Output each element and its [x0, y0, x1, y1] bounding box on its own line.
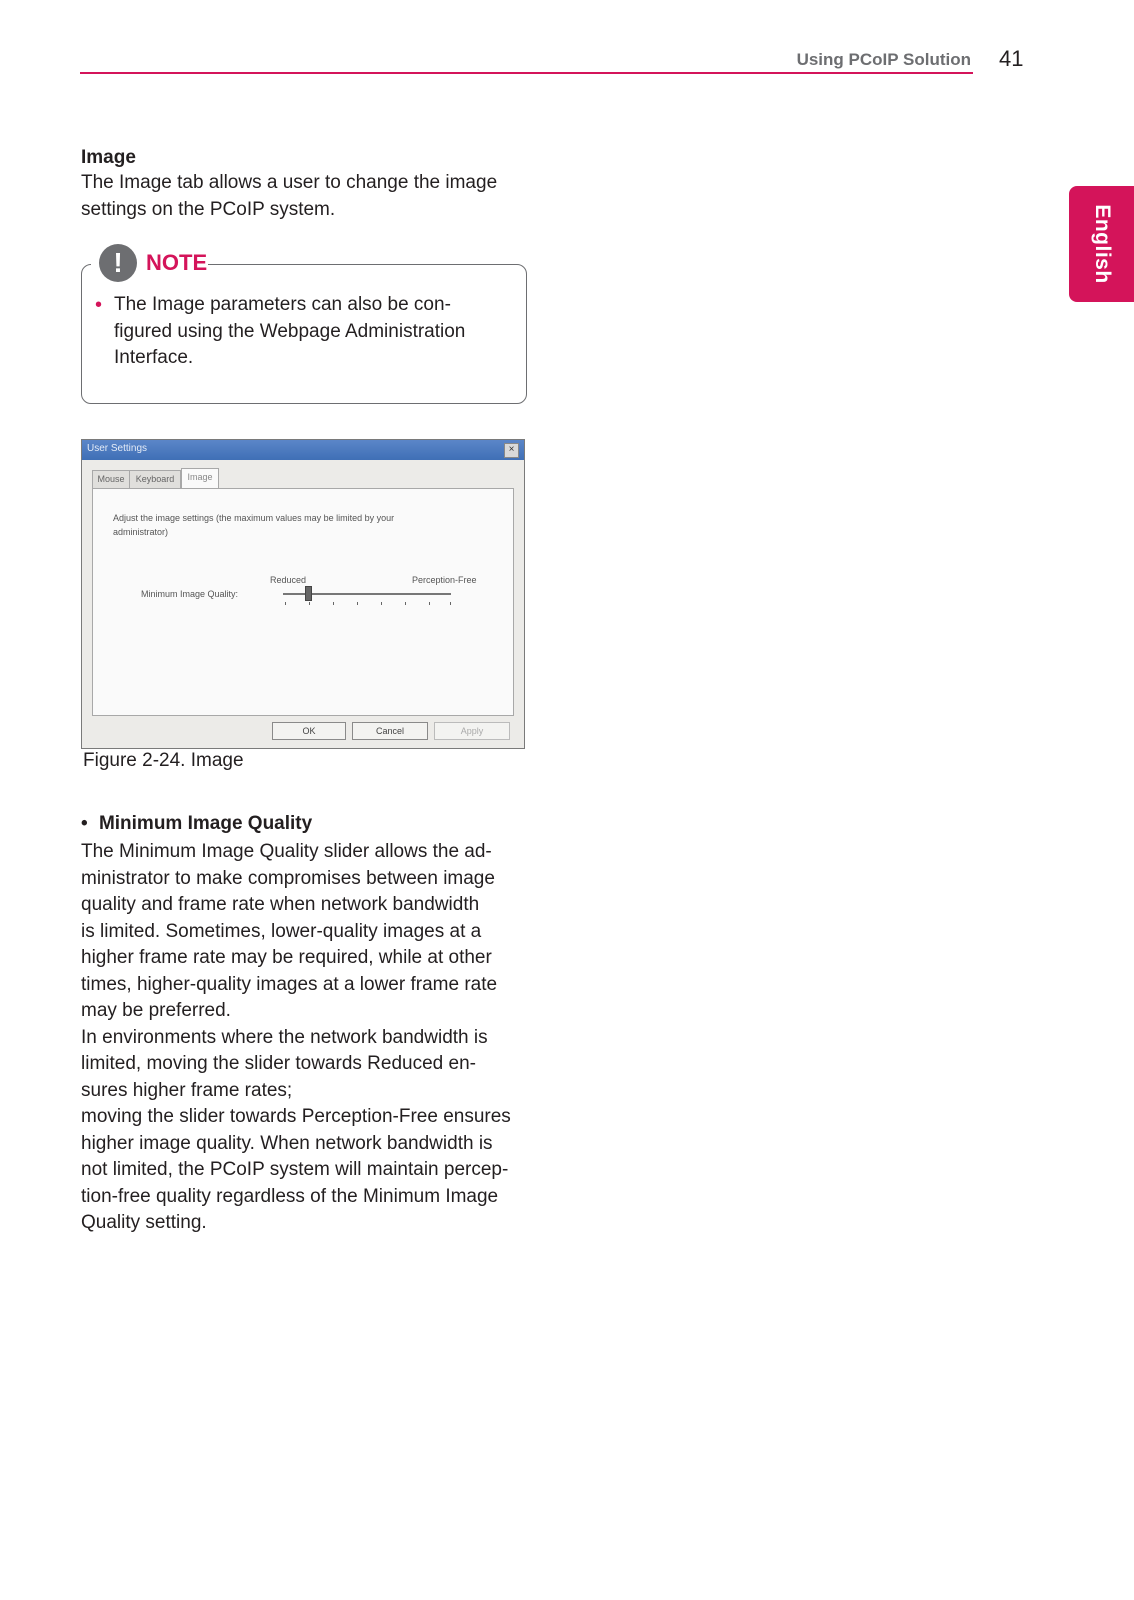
option-bullet: •: [81, 813, 88, 834]
note-label: NOTE: [146, 250, 208, 275]
option-line: quality and frame rate when network bandwidth: [81, 894, 480, 915]
intro-line: The Image tab allows a user to change the image: [81, 172, 498, 193]
language-tab: [1069, 186, 1134, 302]
dialog-title: User Settings: [87, 443, 148, 454]
note-bullet: •: [95, 294, 103, 316]
section-intro: [81, 170, 541, 223]
option-line: tion-free quality regardless of the Minimum Image: [81, 1185, 499, 1207]
option-line: sures higher frame rates;: [81, 1079, 293, 1101]
close-icon: ×: [504, 443, 519, 458]
option-line: The Minimum Image Quality slider allows the ad-: [81, 841, 492, 862]
panel-description-line: Adjust the image settings (the maximum values may be limited by your: [113, 513, 395, 523]
option-line: Quality setting.: [81, 1212, 207, 1233]
tab-image: Image: [181, 468, 219, 489]
panel-description-line: administrator): [113, 527, 169, 537]
intro-line: settings on the PCoIP system.: [81, 198, 336, 220]
note-text: [114, 292, 494, 372]
slider-tick: [450, 602, 451, 605]
option-heading-text: Minimum Image Quality: [98, 813, 313, 834]
header-divider: [80, 72, 973, 74]
slider-thumb: [305, 586, 312, 601]
user-settings-dialog-figure: [81, 439, 525, 749]
option-line: is limited. Sometimes, lower-quality images at a: [81, 920, 482, 942]
option-heading: [81, 813, 312, 835]
slider-tick: [333, 602, 334, 605]
option-description: [81, 839, 541, 1237]
option-line: may be preferred.: [81, 1000, 231, 1021]
slider-tick: [429, 602, 430, 605]
slider-label: Minimum Image Quality:: [141, 589, 239, 599]
dialog-titlebar: [82, 440, 524, 460]
section-heading: Image: [81, 147, 136, 168]
note-line: Interface.: [114, 347, 194, 368]
tab-mouse: Mouse: [92, 470, 130, 488]
option-line: not limited, the PCoIP system will maintain percep-: [81, 1159, 509, 1180]
option-line: limited, moving the slider towards Reduced en-: [81, 1053, 476, 1074]
option-line: times, higher-quality images at a lower frame rate: [81, 973, 498, 995]
option-line: higher frame rate may be required, while at other: [81, 947, 492, 968]
note-line: figured using the Webpage Administration: [114, 320, 466, 342]
page-number: 41: [999, 46, 1024, 71]
option-line: moving the slider towards Perception-Free ensures: [81, 1106, 511, 1127]
cancel-button: Cancel: [352, 722, 428, 740]
running-header-title: Using PCoIP Solution: [796, 50, 971, 69]
tab-keyboard: Keyboard: [129, 470, 181, 488]
apply-button: Apply: [434, 722, 510, 740]
slider-tick: [309, 602, 310, 605]
slider-tick: [357, 602, 358, 605]
language-tab-label: English: [1090, 204, 1114, 284]
note-line: The Image parameters can also be con-: [114, 294, 451, 315]
slider-tick: [285, 602, 286, 605]
slider-tick: [381, 602, 382, 605]
ok-button: OK: [272, 722, 346, 740]
exclamation-icon: !: [99, 244, 137, 282]
option-line: ministrator to make compromises between image: [81, 867, 495, 889]
slider-tick: [405, 602, 406, 605]
image-tab-panel: [92, 488, 514, 716]
slider-max-label: Perception-Free: [412, 575, 477, 585]
panel-description: [113, 511, 473, 539]
option-line: higher image quality. When network bandwidth is: [81, 1132, 493, 1154]
slider-min-label: Reduced: [270, 575, 307, 585]
option-line: In environments where the network bandwidth is: [81, 1026, 488, 1048]
figure-caption: Figure 2-24. Image: [83, 750, 244, 771]
